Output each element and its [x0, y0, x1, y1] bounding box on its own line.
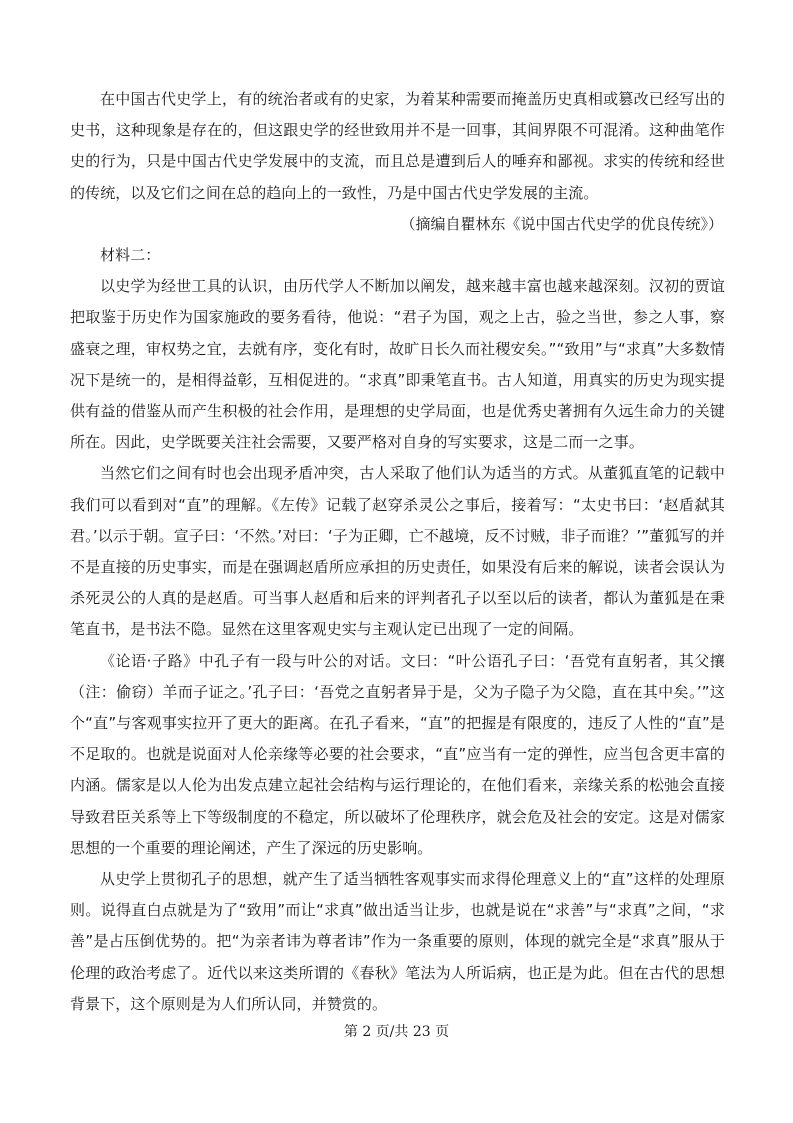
material-paragraph-3: 《论语·子路》中孔子有一段与叶公的对话。文曰：“叶公语孔子曰：‘吾党有直躬者，其父攘（注：偷窃）羊而子证之。’孔子曰：‘吾党之直躬者异于是，父为子隐子为父隐，直在其中矣。’”这个“直”与客观事实拉开了更大的距离。在孔子看来，“直”的把握是有限度的，违反了人性的“直”是不足取的。也就是说面对人伦亲缘等必要的社会要求，“直”应当有一定的弹性，应当包含更丰富的内涵。儒家是以人伦为出发点建立起社会结构与运行理论的，在他们看来，亲缘关系的松弛会直接导致君臣关系等上下等级制度的不稳定，所以破坏了伦理秩序，就会危及社会的安定。这是对儒家思想的一个重要的理论阐述，产生了深远的历史影响。: [70, 651, 725, 857]
material-heading: 材料二：: [100, 246, 161, 265]
material-paragraph-2: 当然它们之间有时也会出现矛盾冲突，古人采取了他们认为适当的方式。从董狐直笔的记载中我们可以看到对“直”的理解。《左传》记载了赵穿杀灵公之事后，接着写：“太史书曰：‘赵盾弑其君。’以示于朝。宣子曰：‘不然。’对曰：‘子为正卿，亡不越境，反不讨贼，非子而谁？’”董狐写的并不是直接的历史事实，而是在强调赵盾所应承担的历史责任，如果没有后来的解说，读者会误认为杀死灵公的人真的是赵盾。可当事人赵盾和后来的评判者孔子以至以后的读者，都认为董狐是在秉笔直书，是书法不隐。显然在这里客观史实与主观认定已出现了一定的间隔。: [70, 464, 725, 639]
material-paragraph-1: 以史学为经世工具的认识，由历代学人不断加以阐发，越来越丰富也越来越深刻。汉初的贾谊把取鉴于历史作为国家施政的要务看待，他说：“君子为国，观之上古，验之当世，参之人事，察盛衰之理，审权势之宜，去就有序，变化有时，故旷日长久而社稷安矣。”“致用”与“求真”大多数情况下是统一的，是相得益彰，互相促进的。“求真”即秉笔直书。古人知道，用真实的历史为现实提供有益的借鉴从而产生积极的社会作用，是理想的史学局面，也是优秀史著拥有久远生命力的关键所在。因此，史学既要关注社会需要，又要严格对自身的写实要求，这是二而一之事。: [70, 277, 725, 452]
source-citation: （摘编自瞿林东《说中国古代史学的优良传统》）: [400, 214, 723, 233]
intro-paragraph: 在中国古代史学上，有的统治者或有的史家，为着某种需要而掩盖历史真相或篡改已经写出的史书，这种现象是存在的，但这跟史学的经世致用并不是一回事，其间界限不可混淆。这种曲笔作史的行为，只是中国古代史学发展中的支流，而且总是遭到后人的唾弃和鄙视。求实的传统和经世的传统，以及它们之间在总的趋向上的一致性，乃是中国古代史学发展的主流。: [70, 90, 725, 202]
document-body: [70, 84, 725, 1020]
material-paragraph-4: 从史学上贯彻孔子的思想，就产生了适当牺牲客观事实而求得伦理意义上的“直”这样的处理原则。说得直白点就是为了“致用”而让“求真”做出适当让步，也就是说在“求善”与“求真”之间，“求善”是占压倒优势的。把“为亲者讳为尊者讳”作为一条重要的原则，体现的就完全是“求真”服从于伦理的政治考虑了。近代以来这类所谓的《春秋》笔法为人所诟病，也正是为此。但在古代的思想背景下，这个原则是为人们所认同，并赞赏的。: [70, 870, 725, 1013]
page-footer: 第 2 页/共 23 页: [343, 1024, 450, 1040]
